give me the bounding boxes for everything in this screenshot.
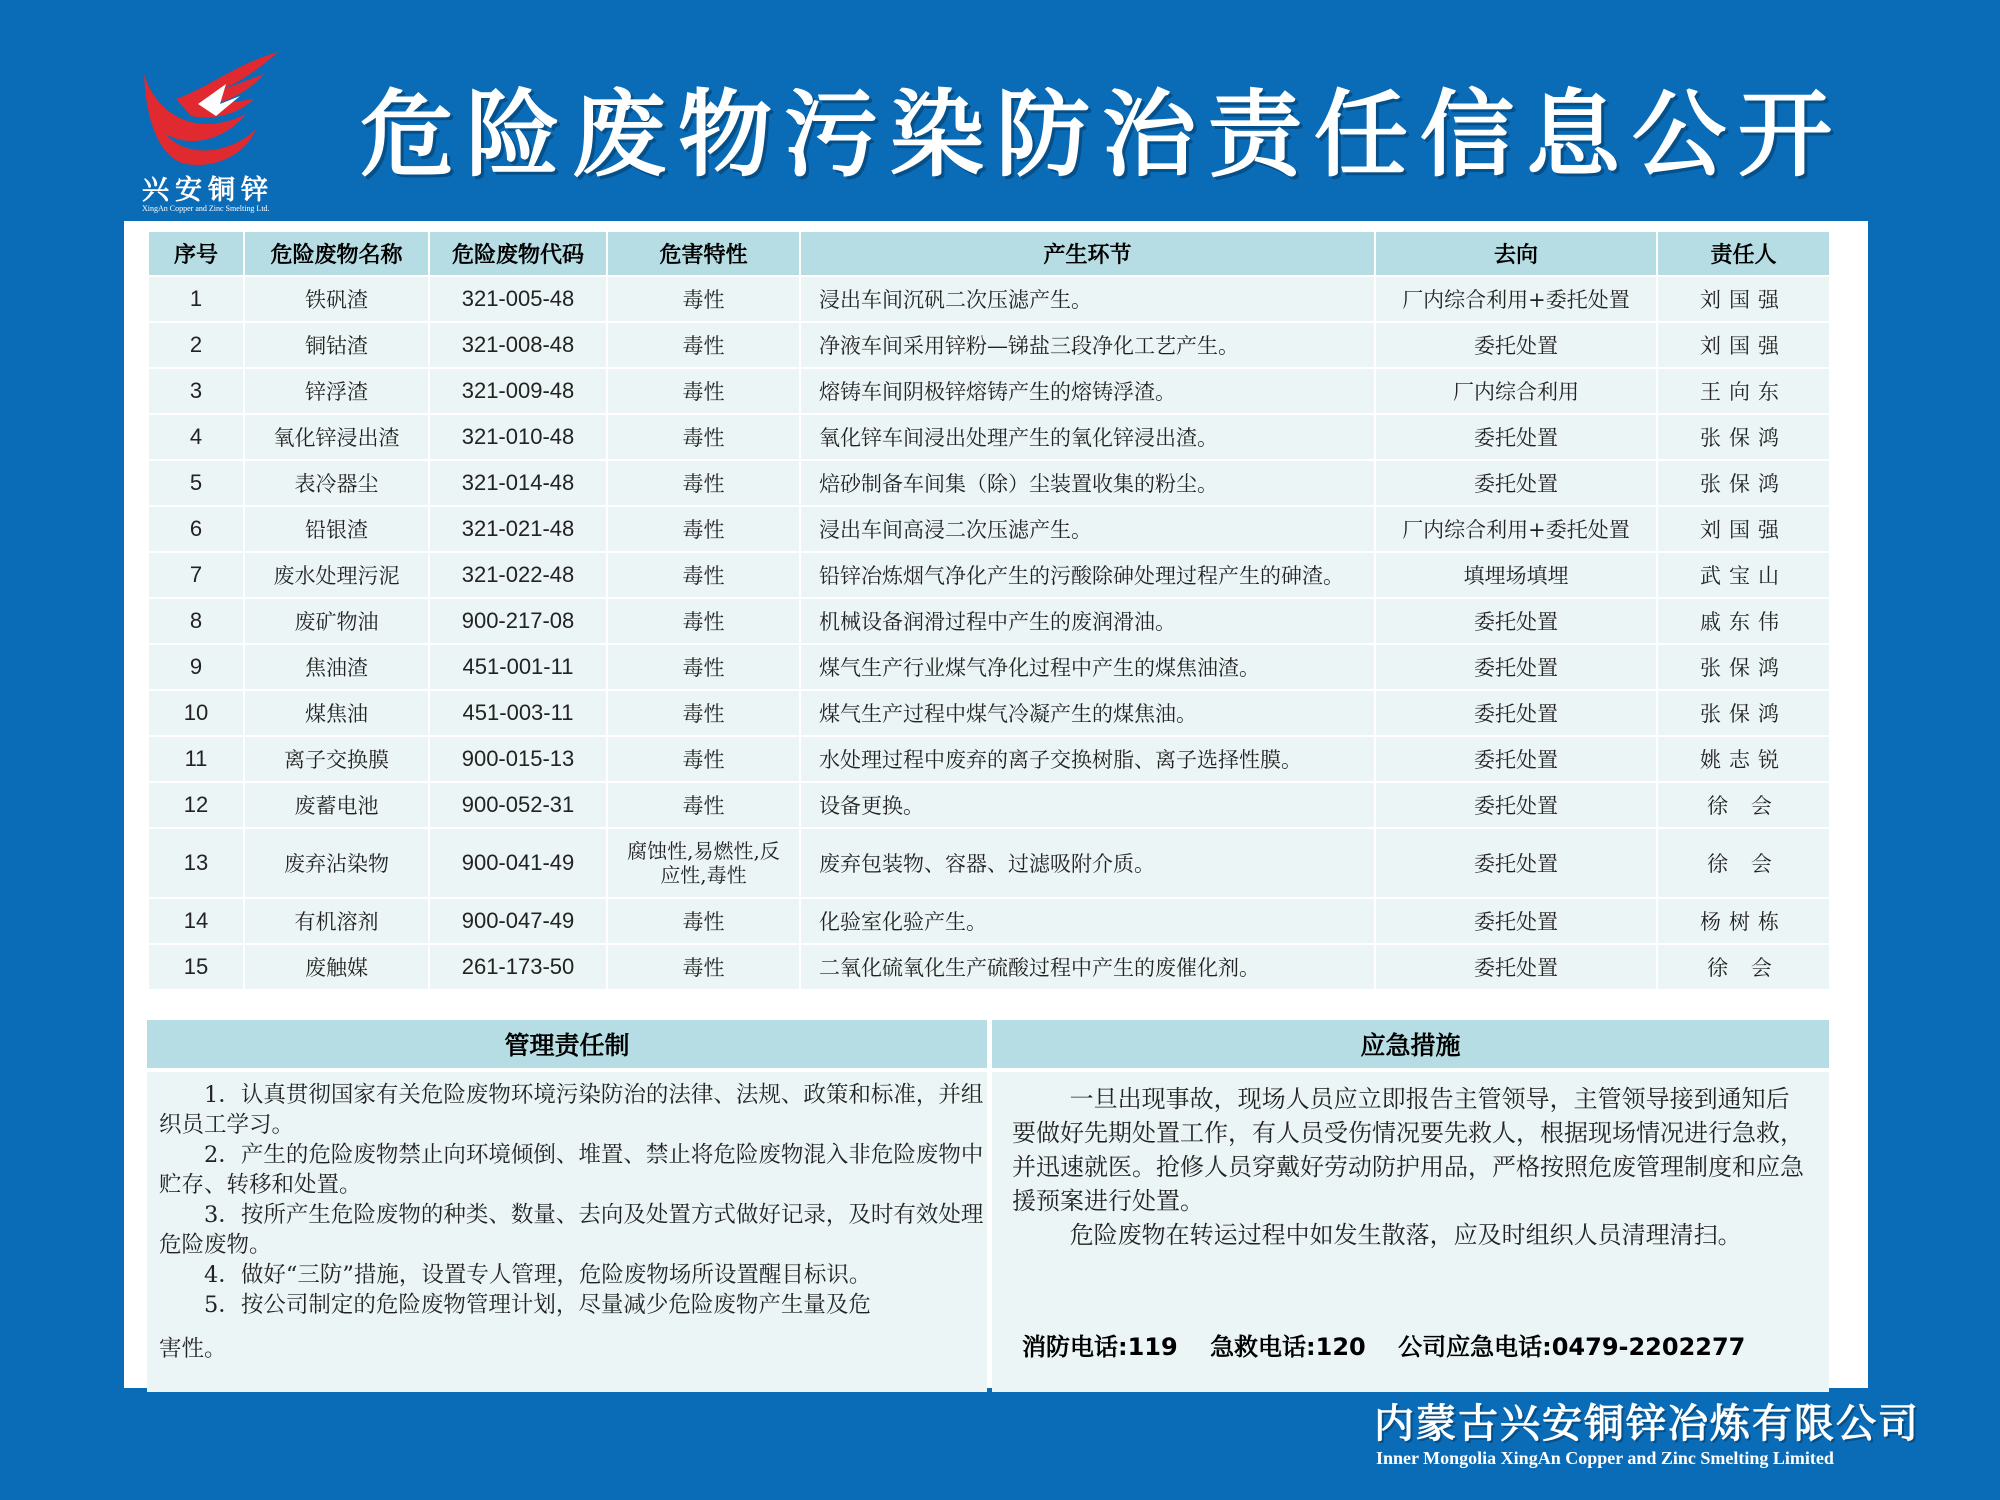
- column-header: 责任人: [1657, 231, 1830, 276]
- table-cell: 净液车间采用锌粉—锑盐三段净化工艺产生。: [800, 322, 1375, 368]
- emergency-phones: [1022, 1327, 1812, 1362]
- table-cell: 毒性: [607, 782, 800, 828]
- table-cell: 委托处置: [1375, 644, 1657, 690]
- table-row: [148, 644, 1830, 690]
- table-cell: 321-014-48: [429, 460, 607, 506]
- table-cell: 毒性: [607, 414, 800, 460]
- table-cell: 委托处置: [1375, 782, 1657, 828]
- management-item: 5．按公司制定的危险废物管理计划，尽量减少危险废物产生量及危: [204, 1292, 871, 1318]
- table-cell: 张保鸿: [1657, 460, 1830, 506]
- emergency-title: 应急措施: [992, 1020, 1829, 1068]
- table-cell: 毒性: [607, 276, 800, 322]
- company-logo: [132, 44, 292, 219]
- table-row: [148, 898, 1830, 944]
- table-cell: 900-052-31: [429, 782, 607, 828]
- table-cell: 煤气生产过程中煤气冷凝产生的煤焦油。: [800, 690, 1375, 736]
- management-item: 4．做好“三防”措施，设置专人管理，危险废物场所设置醒目标识。: [204, 1262, 872, 1288]
- table-cell: 毒性: [607, 460, 800, 506]
- logo-chinese-text: 兴安铜锌: [142, 175, 274, 206]
- table-cell: 毒性: [607, 598, 800, 644]
- table-cell: 12: [148, 782, 244, 828]
- fire-phone: 消防电话:119: [1022, 1333, 1178, 1361]
- management-item: 2．产生的危险废物禁止向环境倾倒、堆置、禁止将危险废物混入非危险废物中贮存、转移和处置。: [159, 1142, 984, 1198]
- table-cell: 水处理过程中废弃的离子交换树脂、离子选择性膜。: [800, 736, 1375, 782]
- table-cell: 煤焦油: [244, 690, 429, 736]
- management-title: 管理责任制: [147, 1020, 987, 1068]
- table-cell: 锌浮渣: [244, 368, 429, 414]
- table-cell: 委托处置: [1375, 828, 1657, 898]
- table-row: [148, 414, 1830, 460]
- table-cell: 5: [148, 460, 244, 506]
- phoenix-logo-icon: [136, 44, 286, 174]
- table-cell: 张保鸿: [1657, 414, 1830, 460]
- column-header: 去向: [1375, 231, 1657, 276]
- table-cell: 腐蚀性,易燃性,反应性,毒性: [607, 828, 800, 898]
- table-cell: 废蓄电池: [244, 782, 429, 828]
- table-cell: 氧化锌车间浸出处理产生的氧化锌浸出渣。: [800, 414, 1375, 460]
- table-cell: 900-015-13: [429, 736, 607, 782]
- table-cell: 浸出车间沉矾二次压滤产生。: [800, 276, 1375, 322]
- column-header: 危险废物代码: [429, 231, 607, 276]
- table-cell: 委托处置: [1375, 414, 1657, 460]
- table-cell: 姚志锐: [1657, 736, 1830, 782]
- table-cell: 2: [148, 322, 244, 368]
- table-cell: 填埋场填埋: [1375, 552, 1657, 598]
- table-row: [148, 368, 1830, 414]
- emergency-text: [1012, 1082, 1812, 1252]
- table-cell: 委托处置: [1375, 736, 1657, 782]
- table-cell: 煤气生产行业煤气净化过程中产生的煤焦油渣。: [800, 644, 1375, 690]
- table-cell: 321-009-48: [429, 368, 607, 414]
- table-cell: 王向东: [1657, 368, 1830, 414]
- table-cell: 毒性: [607, 690, 800, 736]
- table-cell: 厂内综合利用+委托处置: [1375, 506, 1657, 552]
- table-cell: 毒性: [607, 368, 800, 414]
- table-cell: 徐 会: [1657, 782, 1830, 828]
- table-cell: 焙砂制备车间集（除）尘装置收集的粉尘。: [800, 460, 1375, 506]
- table-row: [148, 828, 1830, 898]
- management-item: 害性。: [159, 1336, 227, 1362]
- management-item: 3．按所产生危险废物的种类、数量、去向及处置方式做好记录，及时有效处理危险废物。: [159, 1202, 984, 1258]
- table-row: [148, 276, 1830, 322]
- table-cell: 10: [148, 690, 244, 736]
- table-cell: 浸出车间高浸二次压滤产生。: [800, 506, 1375, 552]
- table-cell: 废矿物油: [244, 598, 429, 644]
- table-cell: 厂内综合利用: [1375, 368, 1657, 414]
- table-cell: 废弃沾染物: [244, 828, 429, 898]
- table-cell: 毒性: [607, 644, 800, 690]
- logo-english-text: XingAn Copper and Zinc Smelting Ltd.: [142, 204, 270, 213]
- table-cell: 8: [148, 598, 244, 644]
- ambulance-phone: 急救电话:120: [1210, 1333, 1366, 1361]
- table-row: [148, 460, 1830, 506]
- column-header: 产生环节: [800, 231, 1375, 276]
- company-name-en: Inner Mongolia XingAn Copper and Zinc Smelting Limited: [1376, 1448, 1834, 1468]
- table-cell: 6: [148, 506, 244, 552]
- table-cell: 900-217-08: [429, 598, 607, 644]
- table-cell: 熔铸车间阴极锌熔铸产生的熔铸浮渣。: [800, 368, 1375, 414]
- table-cell: 7: [148, 552, 244, 598]
- table-row: [148, 944, 1830, 990]
- table-row: [148, 552, 1830, 598]
- table-row: [148, 598, 1830, 644]
- table-cell: 委托处置: [1375, 944, 1657, 990]
- table-cell: 氧化锌浸出渣: [244, 414, 429, 460]
- table-cell: 451-003-11: [429, 690, 607, 736]
- table-cell: 毒性: [607, 944, 800, 990]
- table-cell: 14: [148, 898, 244, 944]
- table-cell: 二氧化硫氧化生产硫酸过程中产生的废催化剂。: [800, 944, 1375, 990]
- table-cell: 委托处置: [1375, 598, 1657, 644]
- table-cell: 铅锌冶炼烟气净化产生的污酸除砷处理过程产生的砷渣。: [800, 552, 1375, 598]
- column-header: 危害特性: [607, 231, 800, 276]
- table-cell: 毒性: [607, 322, 800, 368]
- table-cell: 铜钴渣: [244, 322, 429, 368]
- table-cell: 设备更换。: [800, 782, 1375, 828]
- table-cell: 3: [148, 368, 244, 414]
- table-cell: 15: [148, 944, 244, 990]
- company-emergency-phone: 公司应急电话:0479-2202277: [1398, 1333, 1746, 1361]
- table-cell: 11: [148, 736, 244, 782]
- table-cell: 废水处理污泥: [244, 552, 429, 598]
- table-cell: 9: [148, 644, 244, 690]
- table-cell: 委托处置: [1375, 322, 1657, 368]
- table-cell: 铁矾渣: [244, 276, 429, 322]
- table-cell: 徐 会: [1657, 828, 1830, 898]
- table-cell: 毒性: [607, 506, 800, 552]
- table-cell: 261-173-50: [429, 944, 607, 990]
- table-cell: 451-001-11: [429, 644, 607, 690]
- table-cell: 900-041-49: [429, 828, 607, 898]
- table-cell: 毒性: [607, 552, 800, 598]
- table-cell: 厂内综合利用+委托处置: [1375, 276, 1657, 322]
- table-cell: 徐 会: [1657, 944, 1830, 990]
- table-cell: 表冷器尘: [244, 460, 429, 506]
- table-cell: 900-047-49: [429, 898, 607, 944]
- hazardous-waste-table: [147, 230, 1831, 991]
- table-cell: 刘国强: [1657, 276, 1830, 322]
- table-row: [148, 736, 1830, 782]
- table-cell: 戚东伟: [1657, 598, 1830, 644]
- table-cell: 机械设备润滑过程中产生的废润滑油。: [800, 598, 1375, 644]
- table-cell: 委托处置: [1375, 460, 1657, 506]
- table-row: [148, 322, 1830, 368]
- table-cell: 13: [148, 828, 244, 898]
- column-header: 危险废物名称: [244, 231, 429, 276]
- emergency-paragraph: 一旦出现事故，现场人员应立即报告主管领导，主管领导接到通知后要做好先期处置工作，有人员受伤情况要先救人，根据现场情况进行急救，并迅速就医。抢修人员穿戴好劳动防护用品，严格按照危废管理制度和应急援预案进行处置。: [1012, 1085, 1804, 1215]
- table-cell: 化验室化验产生。: [800, 898, 1375, 944]
- column-header: 序号: [148, 231, 244, 276]
- table-cell: 武宝山: [1657, 552, 1830, 598]
- table-row: [148, 506, 1830, 552]
- table-cell: 321-008-48: [429, 322, 607, 368]
- table-cell: 321-022-48: [429, 552, 607, 598]
- table-cell: 焦油渣: [244, 644, 429, 690]
- table-row: [148, 782, 1830, 828]
- company-name-cn: 内蒙古兴安铜锌冶炼有限公司: [1374, 1400, 1920, 1447]
- emergency-box: [992, 1072, 1829, 1392]
- table-cell: 刘国强: [1657, 322, 1830, 368]
- table-cell: 张保鸿: [1657, 690, 1830, 736]
- table-cell: 张保鸿: [1657, 644, 1830, 690]
- table-cell: 321-010-48: [429, 414, 607, 460]
- table-cell: 废触媒: [244, 944, 429, 990]
- table-cell: 杨树栋: [1657, 898, 1830, 944]
- page-title: 危险废物污染防治责任信息公开: [360, 80, 1845, 190]
- management-box: [147, 1072, 987, 1392]
- table-cell: 4: [148, 414, 244, 460]
- table-cell: 委托处置: [1375, 898, 1657, 944]
- table-cell: 毒性: [607, 736, 800, 782]
- table-row: [148, 690, 1830, 736]
- table-cell: 离子交换膜: [244, 736, 429, 782]
- table-cell: 321-005-48: [429, 276, 607, 322]
- emergency-paragraph: 危险废物在转运过程中如发生散落，应及时组织人员清理清扫。: [1069, 1221, 1742, 1249]
- table-cell: 1: [148, 276, 244, 322]
- table-cell: 委托处置: [1375, 690, 1657, 736]
- table-cell: 刘国强: [1657, 506, 1830, 552]
- table-cell: 铅银渣: [244, 506, 429, 552]
- table-cell: 毒性: [607, 898, 800, 944]
- table-cell: 废弃包装物、容器、过滤吸附介质。: [800, 828, 1375, 898]
- table-cell: 有机溶剂: [244, 898, 429, 944]
- table-cell: 321-021-48: [429, 506, 607, 552]
- management-item: 1．认真贯彻国家有关危险废物环境污染防治的法律、法规、政策和标准，并组织员工学习。: [159, 1082, 984, 1138]
- table-header-row: [148, 231, 1830, 276]
- management-text: [159, 1080, 984, 1364]
